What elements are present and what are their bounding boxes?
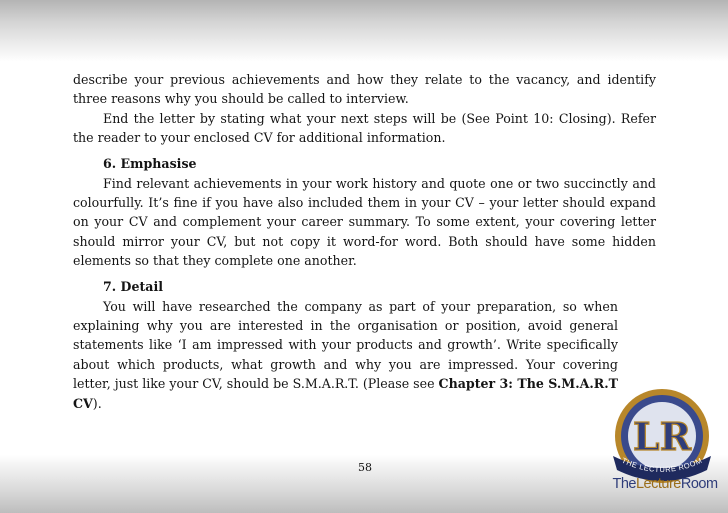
wordmark-room: Room bbox=[680, 476, 718, 492]
wordmark-lecture: Lecture bbox=[635, 476, 681, 492]
section-7-text: You will have researched the company as part of your preparation, so when explaining why you are interested in the organisation or position, avoid general statements like ‘I am impressed with your products and growth’. Write specifically about which products, what growth and why you are impressed. Your covering letter, just like your CV, should be S.M.A.R.T. (Please see bbox=[73, 298, 618, 392]
logo-monogram: LR bbox=[632, 414, 692, 459]
logo-ribbon-text: THE LECTURE ROOM bbox=[620, 455, 704, 475]
page-number: 58 bbox=[358, 461, 372, 474]
section-7-heading: 7. Detail bbox=[103, 278, 164, 294]
closing-paragraph: End the letter by stating what your next steps will be (See Point 10: Closing). Refer the reader to your enclosed CV for additional information. bbox=[73, 110, 656, 146]
section-7-body bbox=[73, 297, 618, 413]
wordmark-the: The bbox=[612, 476, 636, 492]
page-body bbox=[73, 70, 656, 413]
section-6-heading: 6. Emphasise bbox=[103, 155, 197, 171]
section-6-body: Find relevant achievements in your work history and quote one or two succinctly and colourfully. It’s fine if you have also included them in your CV – your letter should expand on your CV and complement your career summary. To some extent, your covering letter should mirror your CV, but not copy it word-for word. Both should have some hidden elements so that they complete one another. bbox=[73, 175, 656, 269]
chapter-reference: Chapter 3: The S.M.A.R.T CV bbox=[73, 376, 619, 411]
top-shadow-band bbox=[0, 0, 728, 62]
intro-paragraph: describe your previous achievements and how they relate to the vacancy, and identify three reasons why you should be called to interview. bbox=[73, 72, 656, 107]
lecture-room-wordmark bbox=[609, 476, 721, 492]
section-7-end: ). bbox=[92, 395, 102, 411]
